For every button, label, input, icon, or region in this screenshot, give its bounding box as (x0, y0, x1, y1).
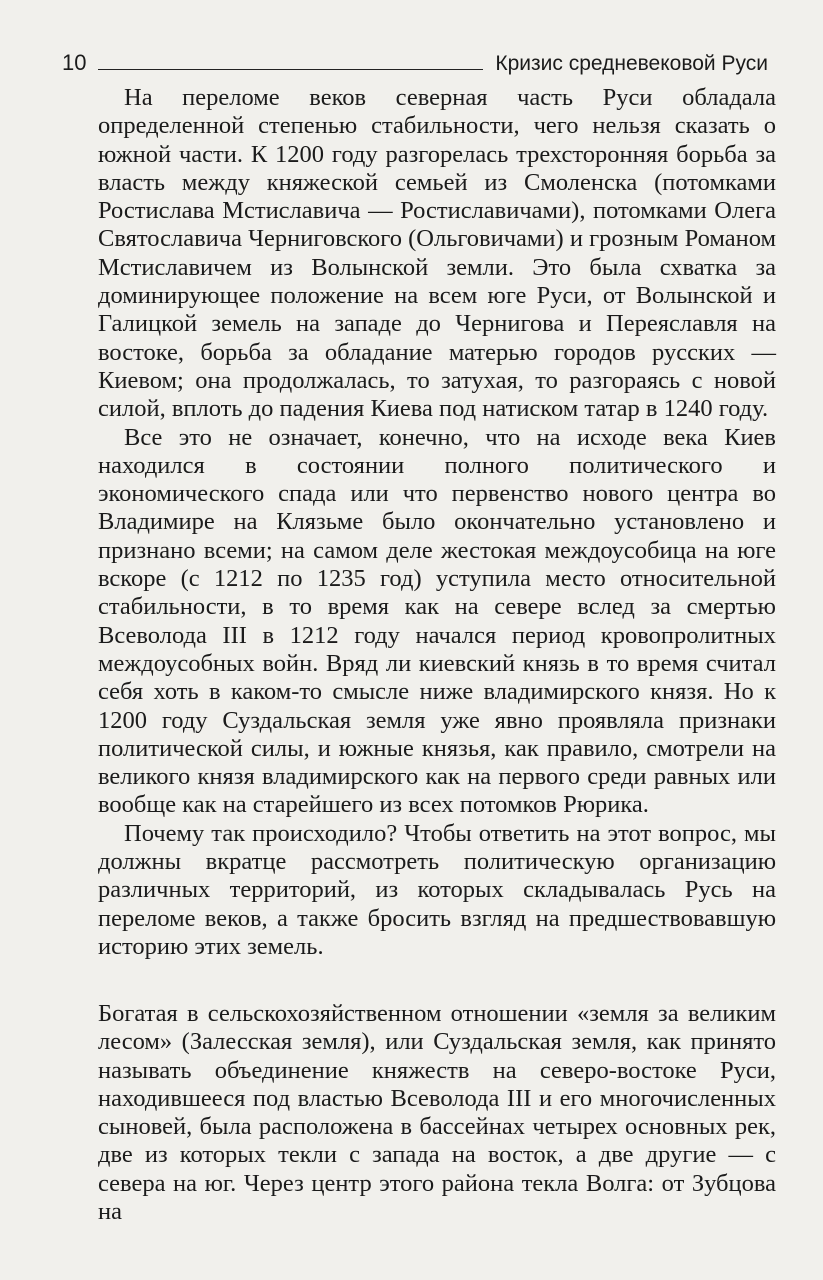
section-text (98, 1000, 776, 1226)
page-number: 10 (62, 50, 87, 75)
paragraph: На переломе веков северная часть Руси обладала определенной степенью стабильности, чего нельзя сказать о южной части. К 1200 году разгорелась трехсторонняя борьба за власть между княжеской семьей из Смоленска (потомками Ростислава Мстиславича — Ростиславичами), потомками Олега Святославича Черниговского (Ольговичами) и грозным Романом Мстиславичем из Волынской земли. Это была схватка за доминирующее положение на всем юге Руси, от Волынской и Галицкой земель на западе до Чернигова и Переяславля на востоке, борьба за обладание матерью городов русских — Киевом; она продолжалась, то затухая, то разгораясь с новой силой, вплоть до падения Киева под натиском татар в 1240 году. (98, 84, 776, 423)
paragraph: Почему так происходило? Чтобы ответить на этот вопрос, мы должны вкратце рассмотреть политическую организацию различных территорий, из которых складывалась Русь на переломе веков, а также бросить взгляд на предшествовавшую историю этих земель. (98, 819, 776, 960)
running-head (62, 38, 768, 74)
paragraph: Все это не означает, конечно, что на исходе века Киев находился в состоянии полного политического и экономического спада или что первенство нового центра во Владимире на Клязьме было окончательно установлено и признано всеми; на самом деле жестокая междоусобица на юге вскоре (с 1212 по 1235 год) уступила место относительной стабильности, в то время как на севере вслед за смертью Всеволода III в 1212 году начался период кровопролитных междоусобных войн. Вряд ли киевский князь в то время считал себя хоть в каком-то смысле ниже владимирского князя. Но к 1200 году Суздальская земля уже явно проявляла признаки политической силы, и южные князья, как правило, смотрели на великого князя владимирского как на первого среди равных или вообще как на старейшего из всех потомков Рюрика. (98, 423, 776, 819)
main-text (98, 84, 776, 961)
chapter-title: Кризис средневековой Руси (495, 52, 768, 75)
paragraph: Богатая в сельскохозяйственном отношении «земля за великим лесом» (Залесская земля), или Суздальская земля, как принято называть объединение княжеств на северо-востоке Руси, находившееся под властью Всеволода III и его многочисленных сыновей, была расположена в бассейнах четырех основных рек, две из которых текли с запада на восток, а две другие — с севера на юг. Через центр этого района текла Волга: от Зубцова на (98, 1000, 776, 1226)
header-rule (98, 69, 483, 70)
